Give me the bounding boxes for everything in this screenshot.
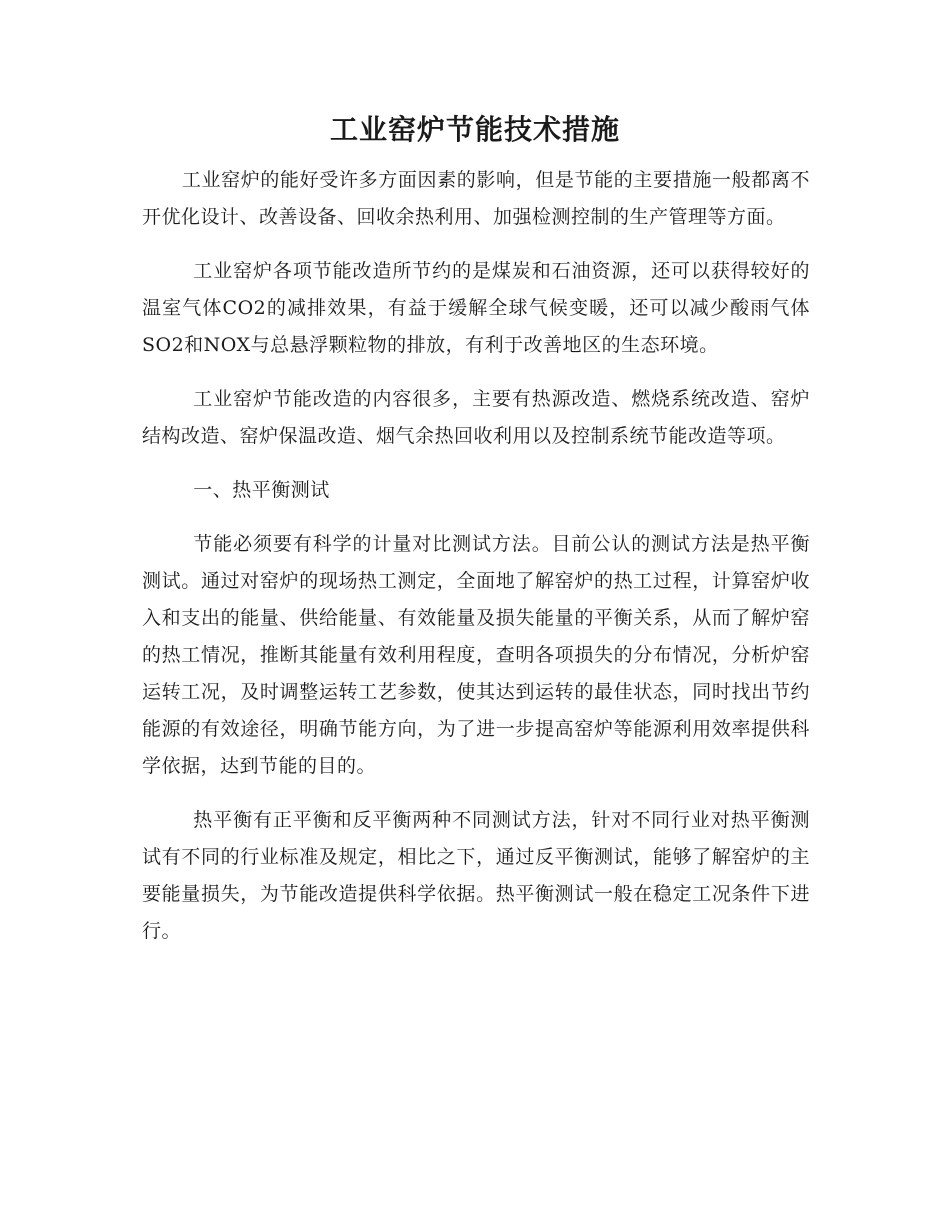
paragraph-heat-balance-method: 节能必须要有科学的计量对比测试方法。目前公认的测试方法是热平衡测试。通过对窑炉的现场热工测定，全面地了解窑炉的热工过程，计算窑炉收入和支出的能量、供给能量、有效能量及损失能量的平衡关系，从而了解炉窑的热工情况，推断其能量有效利用程度，查明各项损失的分布情况，分析炉窑运转工况，及时调整运转工艺参数，使其达到运转的最佳状态，同时找出节约能源的有效途径，明确节能方向，为了进一步提高窑炉等能源利用效率提供科学依据，达到节能的目的。: [142, 533, 810, 777]
paragraph-benefits: 工业窑炉各项节能改造所节约的是煤炭和石油资源，还可以获得较好的温室气体CO2的减排效果，有益于缓解全球气候变暖，还可以减少酸雨气体SO2和NOX与总悬浮颗粒物的排放，有利于改善地区的生态环境。: [142, 260, 810, 356]
section-heading-heat-balance: 一、热平衡测试: [193, 479, 330, 501]
document-body: [142, 162, 810, 967]
document-title: 工业窑炉节能技术措施: [329, 113, 620, 146]
paragraph-intro: 工业窑炉的能好受许多方面因素的影响，但是节能的主要措施一般都离不开优化设计、改善设备、回收余热利用、加强检测控制的生产管理等方面。: [142, 169, 810, 228]
paragraph-retrofit-scope: 工业窑炉节能改造的内容很多，主要有热源改造、燃烧系统改造、窑炉结构改造、窑炉保温改造、烟气余热回收利用以及控制系统节能改造等项。: [142, 388, 810, 447]
paragraph-heat-balance-types: 热平衡有正平衡和反平衡两种不同测试方法，针对不同行业对热平衡测试有不同的行业标准及规定，相比之下，通过反平衡测试，能够了解窑炉的主要能量损失，为节能改造提供科学依据。热平衡测试一般在稳定工况条件下进行。: [142, 809, 810, 942]
